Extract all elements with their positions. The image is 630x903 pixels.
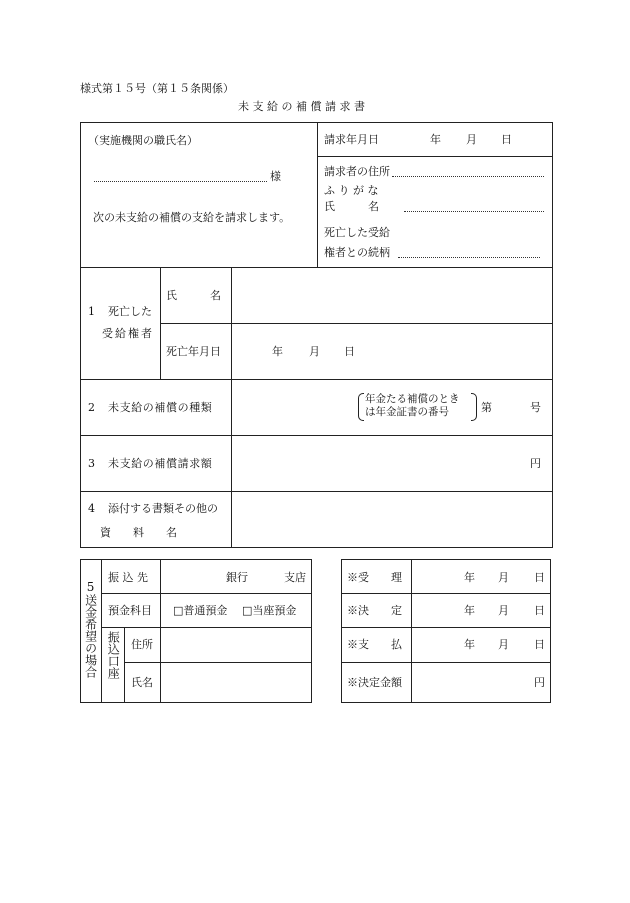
note-bracket-left <box>358 393 364 421</box>
account-address-label: 住所 <box>131 638 153 651</box>
decided-amount-label: ※決定金額 <box>347 676 402 689</box>
section3-number: 3 <box>88 457 95 470</box>
certificate-dai: 第 <box>481 401 492 414</box>
request-sentence: 次の未支給の補償の支給を請求します。 <box>93 211 291 224</box>
branch-label[interactable]: 支店 <box>284 571 306 584</box>
request-date-year[interactable]: 年 <box>430 133 441 146</box>
decided-month[interactable]: 月 <box>498 604 509 617</box>
paid-year[interactable]: 年 <box>464 638 475 651</box>
paid-day[interactable]: 日 <box>534 638 545 651</box>
received-label: ※受 理 <box>347 571 402 584</box>
received-day[interactable]: 日 <box>534 571 545 584</box>
decided-day[interactable]: 日 <box>534 604 545 617</box>
bank-label[interactable]: 銀行 <box>226 571 248 584</box>
transfer-account-label: 振込口座 <box>106 631 121 679</box>
form-title: 未 支 給 の 補 償 請 求 書 <box>238 100 365 113</box>
request-date-label: 請求年月日 <box>324 133 379 146</box>
requester-address-label: 請求者の住所 <box>324 165 390 178</box>
current-deposit-checkbox[interactable]: □当座預金 <box>242 604 297 617</box>
section2-number: 2 <box>88 401 95 414</box>
pension-note-1: 年金たる補償のとき <box>365 393 460 405</box>
death-date-year[interactable]: 年 <box>272 345 283 358</box>
claim-amount-yen[interactable]: 円 <box>530 457 541 470</box>
paid-label: ※支 払 <box>347 638 402 651</box>
pension-note-2: は年金証書の番号 <box>365 406 449 418</box>
institution-name-field[interactable] <box>94 181 267 182</box>
paid-month[interactable]: 月 <box>498 638 509 651</box>
death-date-month[interactable]: 月 <box>309 345 320 358</box>
section4-number: 4 <box>88 502 95 515</box>
account-name-field[interactable] <box>161 663 311 702</box>
relation-field[interactable] <box>398 257 540 258</box>
requester-name-label: 氏 名 <box>324 200 379 213</box>
attachments-field[interactable] <box>232 492 552 547</box>
ordinary-deposit-checkbox[interactable]: □普通預金 <box>173 604 228 617</box>
account-name-label: 氏名 <box>131 676 153 689</box>
account-type-label: 預金科目 <box>108 604 152 617</box>
honorific: 様 <box>270 170 281 183</box>
requester-name-field[interactable] <box>404 211 544 212</box>
form-number: 様式第１５号（第１５条関係） <box>80 82 234 95</box>
death-date-label: 死亡年月日 <box>166 345 221 358</box>
section2-label: 未支給の補償の種類 <box>108 401 213 414</box>
section3-label: 未支給の補償請求額 <box>108 457 213 470</box>
section1-label-1: 死亡した <box>108 305 152 318</box>
requester-address-field[interactable] <box>392 176 544 177</box>
decided-year[interactable]: 年 <box>464 604 475 617</box>
destination-label: 振 込 先 <box>108 571 148 584</box>
decided-label: ※決 定 <box>347 604 402 617</box>
transfer-section-label: 5送金希望の場合 <box>83 580 98 678</box>
account-address-field[interactable] <box>161 628 311 662</box>
request-date-day[interactable]: 日 <box>501 133 512 146</box>
deceased-name-label: 氏 名 <box>166 289 221 302</box>
relation-label-1: 死亡した受給 <box>324 226 390 239</box>
section1-number: 1 <box>88 305 95 318</box>
furigana-label: ふ り が な <box>324 184 379 197</box>
request-date-month[interactable]: 月 <box>466 133 477 146</box>
institution-label: （実施機関の職氏名） <box>88 134 198 147</box>
death-date-day[interactable]: 日 <box>344 345 355 358</box>
decided-amount-yen[interactable]: 円 <box>534 676 545 689</box>
received-month[interactable]: 月 <box>498 571 509 584</box>
received-year[interactable]: 年 <box>464 571 475 584</box>
deceased-name-field[interactable] <box>232 268 552 323</box>
section4-label-2: 資 料 名 <box>100 526 177 539</box>
section1-label-2: 受給権者 <box>102 327 154 340</box>
note-bracket-right <box>471 393 477 421</box>
certificate-go: 号 <box>530 401 541 414</box>
relation-label-2: 権者との続柄 <box>324 246 390 259</box>
section4-label-1: 添付する書類その他の <box>108 502 218 515</box>
